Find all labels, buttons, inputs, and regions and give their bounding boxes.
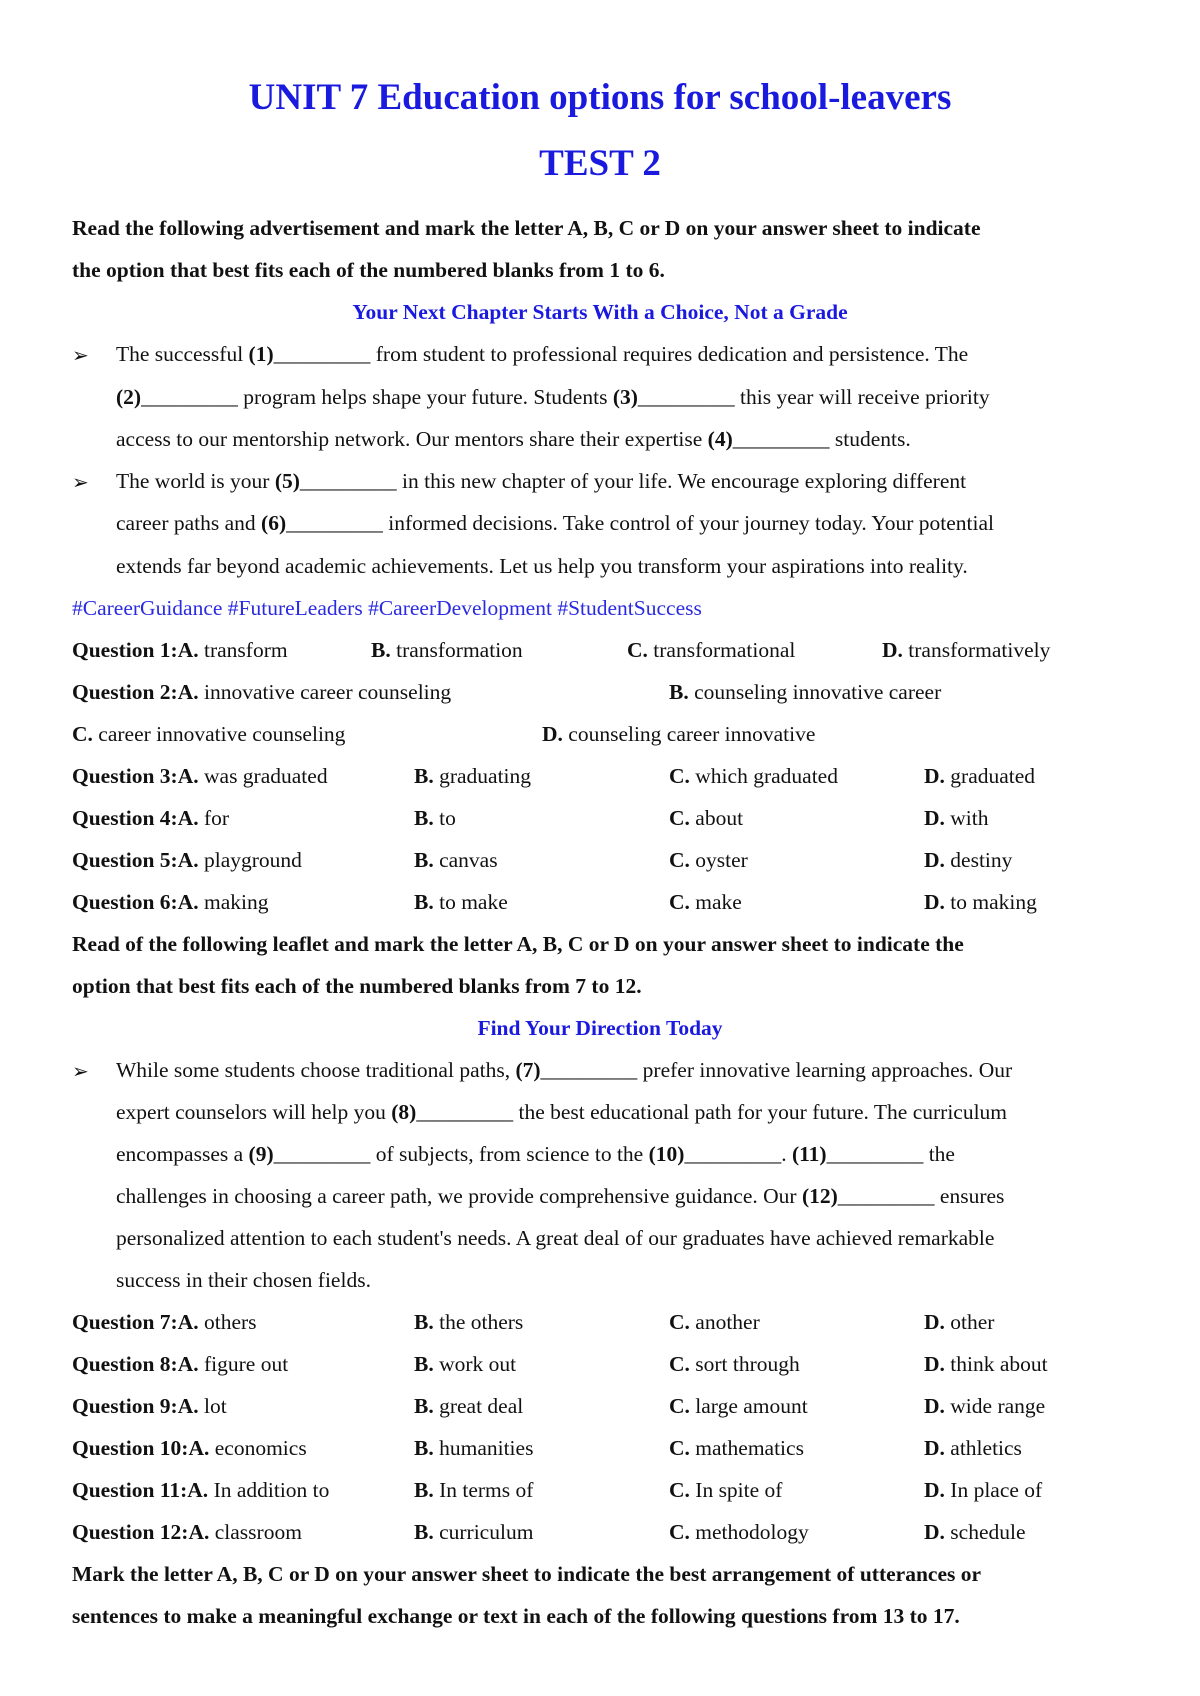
section3-instruction-line2: sentences to make a meaningful exchange or text in each of the following questions from 13 to 17. (72, 1604, 960, 1628)
section1-instruction-line1: Read the following advertisement and mark the letter A, B, C or D on your answer sheet to indicate (72, 216, 981, 240)
question-4-option-b: B. to (414, 806, 456, 830)
question-9-option-b: B. great deal (414, 1394, 524, 1418)
passage3-line2: expert counselors will help you (8)_________ the best educational path for your future. The curriculum (116, 1100, 1008, 1124)
question-7: Question 7:A. others (72, 1310, 257, 1334)
question-6-option-d: D. to making (924, 890, 1037, 914)
unit-title: UNIT 7 Education options for school-leavers (248, 77, 952, 118)
question-1: Question 1:A. transform (72, 638, 288, 662)
passage1-line1: The successful (1)_________ from student to professional requires dedication and persistence. The (116, 342, 969, 366)
question-5-option-b: B. canvas (414, 848, 498, 872)
question-9-option-c: C. large amount (669, 1394, 808, 1418)
question-12-option-b: B. curriculum (414, 1520, 534, 1544)
section1-heading: Your Next Chapter Starts With a Choice, Not a Grade (352, 300, 848, 324)
passage1-line2: (2)_________ program helps shape your future. Students (3)_________ this year will receive priority (116, 385, 990, 409)
question-6-option-c: C. make (669, 890, 742, 914)
question-1-option-d: D. transformatively (882, 638, 1051, 662)
section2-heading: Find Your Direction Today (477, 1016, 723, 1040)
question-8: Question 8:A. figure out (72, 1352, 289, 1376)
passage3-line4: challenges in choosing a career path, we provide comprehensive guidance. Our (12)_________ ensures (116, 1184, 1005, 1208)
passage3-line6: success in their chosen fields. (116, 1268, 371, 1292)
question-5: Question 5:A. playground (72, 848, 302, 872)
arrow-bullet-icon: ➢ (72, 1061, 89, 1083)
section1-instruction-line2: the option that best fits each of the numbered blanks from 1 to 6. (72, 258, 665, 282)
question-8-option-d: D. think about (924, 1352, 1048, 1376)
question-11: Question 11:A. In addition to (72, 1478, 330, 1502)
section2-instruction-line1: Read of the following leaflet and mark the letter A, B, C or D on your answer sheet to indicate the (72, 932, 964, 956)
passage1-line3: access to our mentorship network. Our mentors share their expertise (4)_________ students. (116, 427, 911, 451)
question-8-option-c: C. sort through (669, 1352, 800, 1376)
question-12-option-d: D. schedule (924, 1520, 1026, 1544)
question-12-option-c: C. methodology (669, 1520, 809, 1544)
question-4-option-d: D. with (924, 806, 989, 830)
question-1-option-c: C. transformational (627, 638, 796, 662)
question-3-option-b: B. graduating (414, 764, 532, 788)
question-7-option-c: C. another (669, 1310, 760, 1334)
question-4: Question 4:A. for (72, 806, 230, 830)
arrow-bullet-icon: ➢ (72, 345, 89, 367)
question-2: Question 2:A. innovative career counseling (72, 680, 452, 704)
question-3: Question 3:A. was graduated (72, 764, 328, 788)
question-2-option-b: B. counseling innovative career (669, 680, 942, 704)
section2-instruction-line2: option that best fits each of the numbered blanks from 7 to 12. (72, 974, 642, 998)
question-1-option-b: B. transformation (371, 638, 523, 662)
passage2-line1: The world is your (5)_________ in this new chapter of your life. We encourage exploring different (116, 469, 967, 493)
question-10-option-c: C. mathematics (669, 1436, 804, 1460)
question-2-option-c: C. career innovative counseling (72, 722, 346, 746)
question-3-option-d: D. graduated (924, 764, 1036, 788)
test-title: TEST 2 (539, 143, 661, 184)
question-11-option-d: D. In place of (924, 1478, 1043, 1502)
question-6: Question 6:A. making (72, 890, 269, 914)
question-12: Question 12:A. classroom (72, 1520, 302, 1544)
section3-instruction-line1: Mark the letter A, B, C or D on your answer sheet to indicate the best arrangement of utterances or (72, 1562, 982, 1586)
question-5-option-c: C. oyster (669, 848, 748, 872)
question-10-option-b: B. humanities (414, 1436, 534, 1460)
question-8-option-b: B. work out (414, 1352, 517, 1376)
question-2-option-d: D. counseling career innovative (542, 722, 816, 746)
question-9: Question 9:A. lot (72, 1394, 227, 1418)
question-10: Question 10:A. economics (72, 1436, 307, 1460)
question-4-option-c: C. about (669, 806, 744, 830)
question-7-option-b: B. the others (414, 1310, 524, 1334)
question-6-option-b: B. to make (414, 890, 508, 914)
question-5-option-d: D. destiny (924, 848, 1013, 872)
passage3-line3: encompasses a (9)_________ of subjects, from science to the (10)_________. (11)_________ the (116, 1142, 955, 1166)
question-11-option-b: B. In terms of (414, 1478, 534, 1502)
question-7-option-d: D. other (924, 1310, 995, 1334)
question-11-option-c: C. In spite of (669, 1478, 783, 1502)
question-3-option-c: C. which graduated (669, 764, 838, 788)
question-9-option-d: D. wide range (924, 1394, 1046, 1418)
hashtags: #CareerGuidance #FutureLeaders #CareerDevelopment #StudentSuccess (72, 596, 702, 620)
passage3-line1: While some students choose traditional paths, (7)_________ prefer innovative learning approaches. Our (116, 1058, 1013, 1082)
passage2-line3: extends far beyond academic achievements. Let us help you transform your aspirations into reality. (116, 554, 968, 578)
passage3-line5: personalized attention to each student's needs. A great deal of our graduates have achieved remarkable (116, 1226, 995, 1250)
question-10-option-d: D. athletics (924, 1436, 1022, 1460)
arrow-bullet-icon: ➢ (72, 472, 89, 494)
passage2-line2: career paths and (6)_________ informed decisions. Take control of your journey today. Your potential (116, 511, 995, 535)
